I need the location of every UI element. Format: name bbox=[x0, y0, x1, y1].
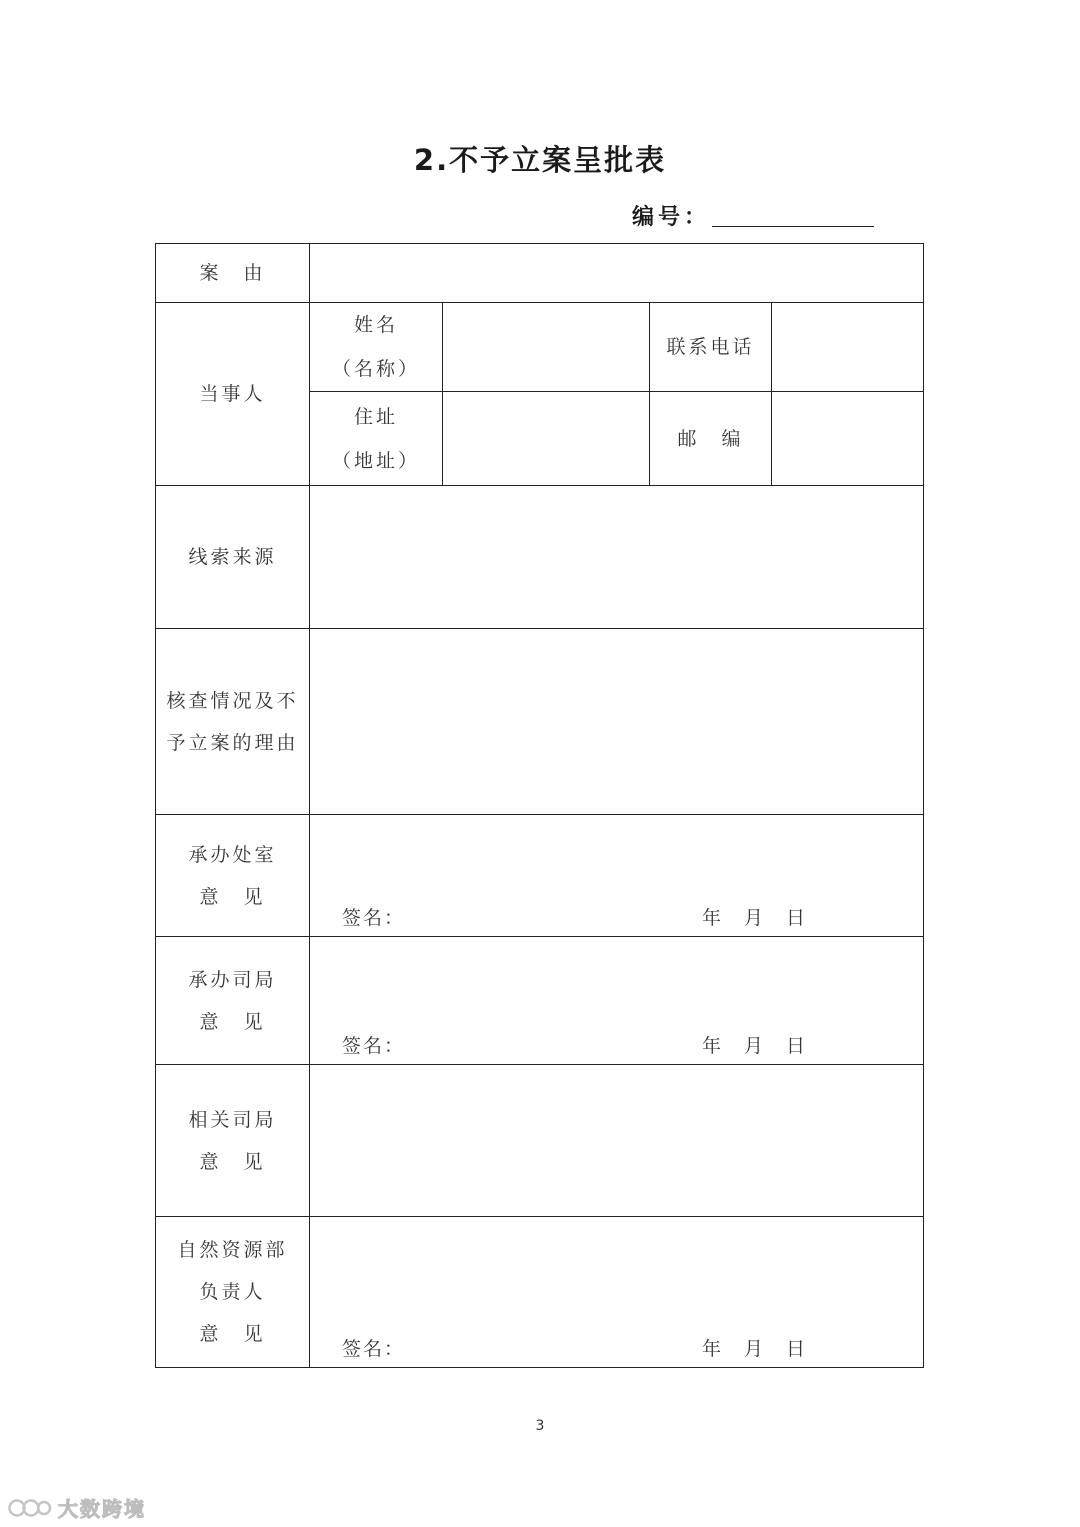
related-bureau-opinion-field[interactable] bbox=[310, 1065, 924, 1217]
row-ministry-head bbox=[156, 1217, 924, 1368]
phone-label: 联系电话 bbox=[650, 303, 772, 392]
handling-bureau-label-line1: 承办司局 bbox=[188, 968, 277, 991]
handling-bureau-label-line2: 意 见 bbox=[199, 1010, 266, 1033]
serial-number-field[interactable] bbox=[712, 226, 874, 227]
case-cause-label: 案 由 bbox=[156, 244, 310, 303]
verification-label bbox=[156, 629, 310, 815]
related-bureau-label-line1: 相关司局 bbox=[188, 1108, 277, 1131]
approval-form-table bbox=[155, 243, 924, 1368]
handling-office-signature-label: 签名： bbox=[342, 907, 406, 929]
address-label bbox=[310, 392, 443, 486]
address-label-line1: 住址 bbox=[353, 405, 398, 428]
document-title: 2.不予立案呈批表 bbox=[413, 143, 667, 177]
related-bureau-label-line2: 意 见 bbox=[199, 1150, 266, 1173]
handling-bureau-date-label: 年 月 日 bbox=[702, 1035, 808, 1057]
postcode-field[interactable] bbox=[772, 392, 924, 486]
handling-office-label bbox=[156, 815, 310, 937]
ministry-head-opinion-field[interactable] bbox=[310, 1217, 924, 1368]
verification-field[interactable] bbox=[310, 629, 924, 815]
ministry-head-label-line2: 负责人 bbox=[199, 1281, 266, 1303]
page-number: 3 bbox=[535, 1418, 545, 1434]
handling-office-opinion-field[interactable] bbox=[310, 815, 924, 937]
row-handling-bureau bbox=[156, 937, 924, 1065]
serial-number-label: 编号： bbox=[632, 205, 711, 230]
ministry-head-label-line3: 意 见 bbox=[199, 1323, 266, 1345]
row-handling-office bbox=[156, 815, 924, 937]
watermark bbox=[8, 1493, 146, 1522]
row-party-name bbox=[156, 303, 924, 392]
handling-office-date-label: 年 月 日 bbox=[702, 907, 808, 929]
phone-field[interactable] bbox=[772, 303, 924, 392]
row-related-bureau bbox=[156, 1065, 924, 1217]
row-verification bbox=[156, 629, 924, 815]
clue-source-field[interactable] bbox=[310, 486, 924, 629]
name-label-line1: 姓名 bbox=[353, 314, 398, 336]
name-field[interactable] bbox=[443, 303, 650, 392]
handling-office-label-line2: 意 见 bbox=[199, 885, 266, 908]
related-bureau-label bbox=[156, 1065, 310, 1217]
case-cause-field[interactable] bbox=[310, 244, 924, 303]
row-case-cause bbox=[156, 244, 924, 303]
handling-bureau-opinion-field[interactable] bbox=[310, 937, 924, 1065]
watermark-text: 大数跨境 bbox=[58, 1497, 146, 1521]
name-label bbox=[310, 303, 443, 392]
address-label-line2: （地址） bbox=[331, 449, 420, 472]
ministry-head-label bbox=[156, 1217, 310, 1368]
handling-bureau-label bbox=[156, 937, 310, 1065]
clue-source-label: 线索来源 bbox=[156, 486, 310, 629]
name-label-line2: （名称） bbox=[331, 358, 420, 380]
handling-office-label-line1: 承办处室 bbox=[188, 843, 277, 866]
postcode-label: 邮 编 bbox=[650, 392, 772, 486]
address-field[interactable] bbox=[443, 392, 650, 486]
ministry-head-date-label: 年 月 日 bbox=[702, 1338, 808, 1360]
watermark-logo-icon bbox=[8, 1497, 52, 1519]
handling-bureau-signature-label: 签名： bbox=[342, 1035, 406, 1057]
ministry-head-label-line1: 自然资源部 bbox=[177, 1239, 288, 1261]
ministry-head-signature-label: 签名： bbox=[342, 1338, 406, 1360]
row-clue-source bbox=[156, 486, 924, 629]
verification-label-line2: 予立案的理由 bbox=[166, 731, 299, 754]
party-label: 当事人 bbox=[156, 303, 310, 486]
verification-label-line1: 核查情况及不 bbox=[166, 689, 299, 712]
